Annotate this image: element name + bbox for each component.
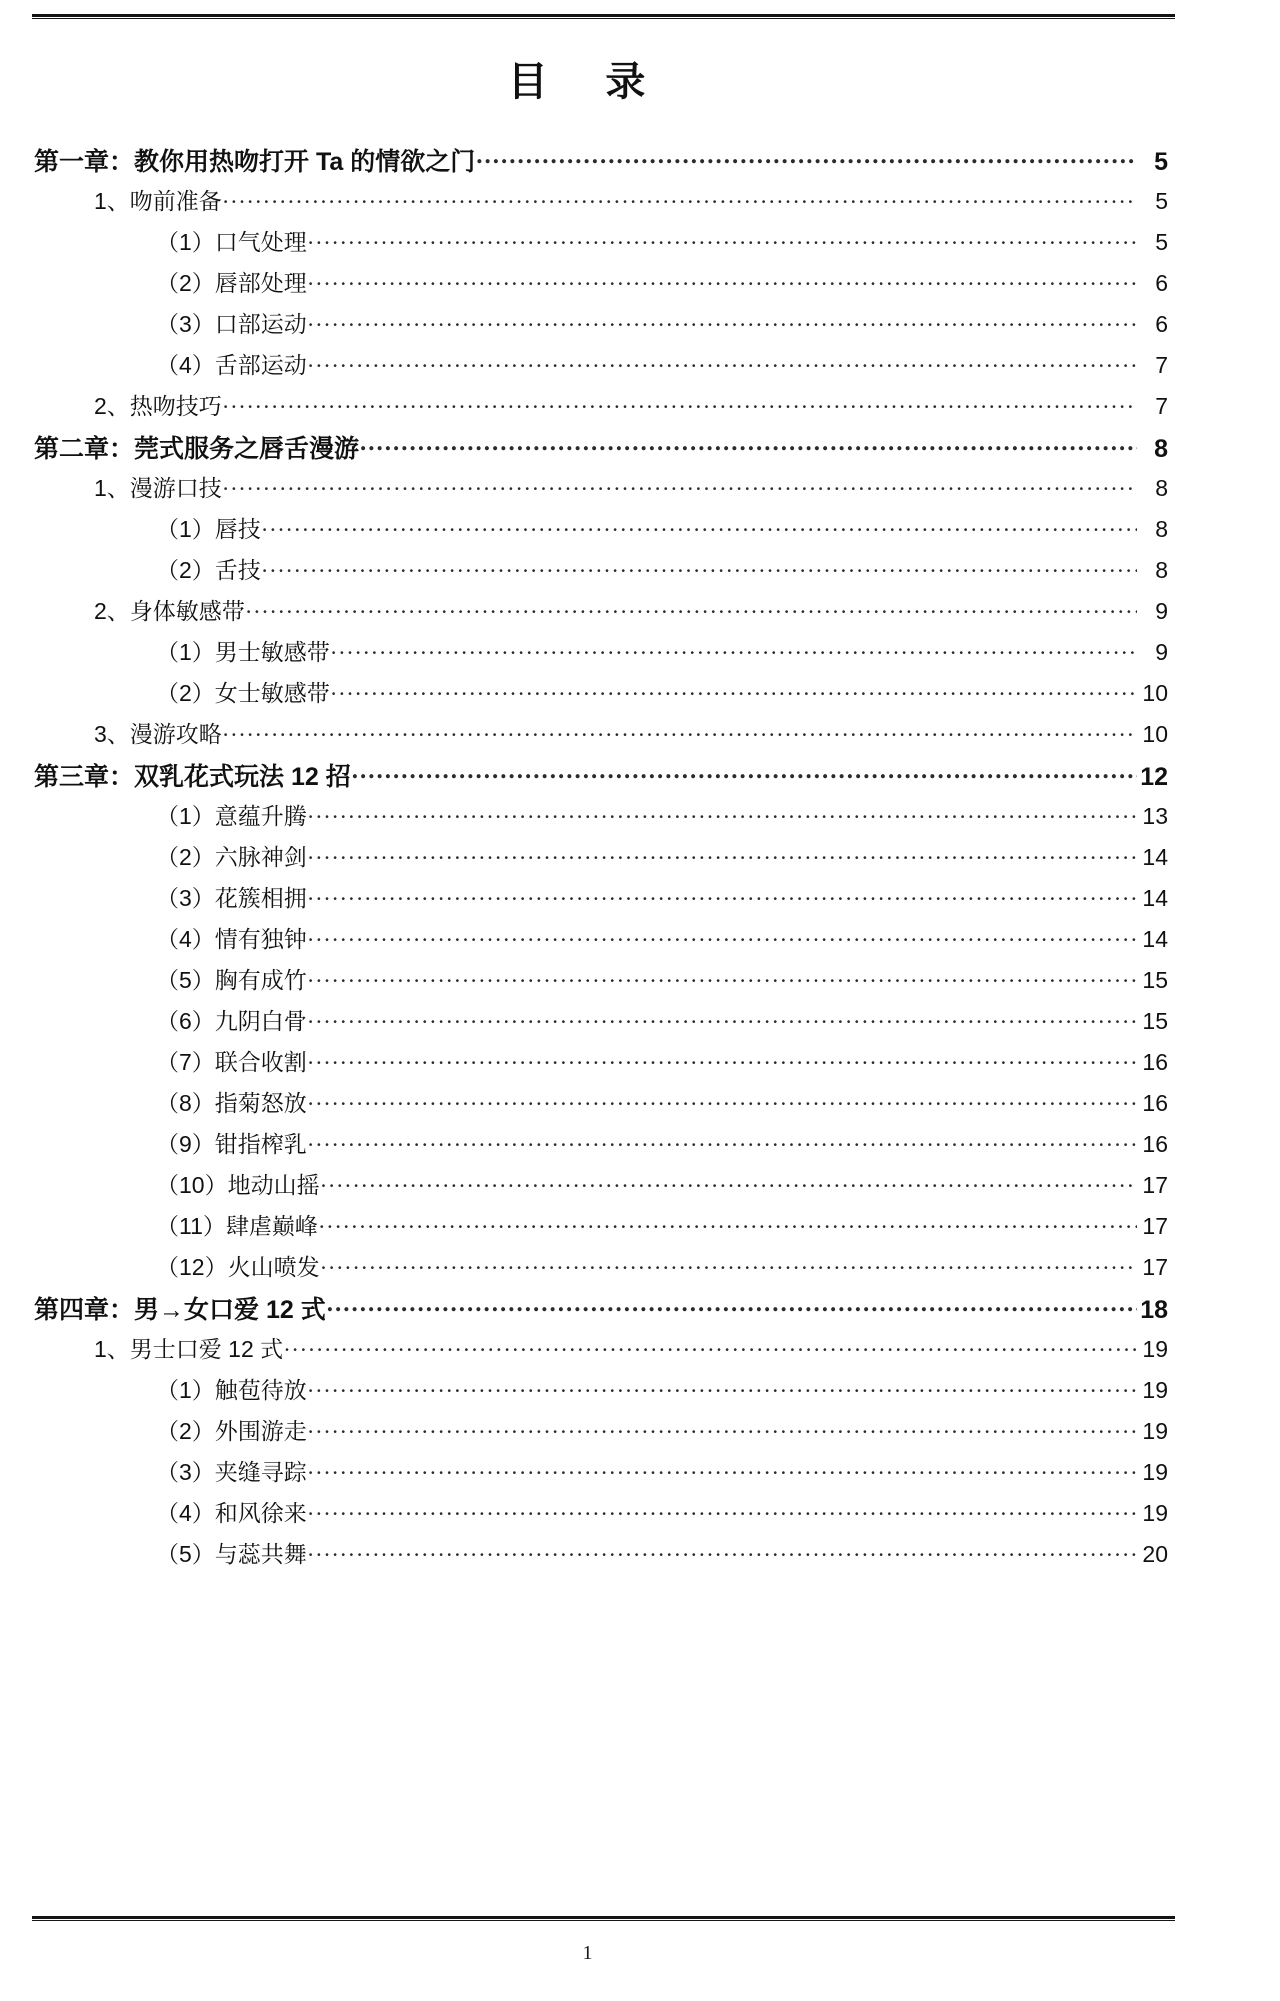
toc-entry[interactable] <box>0 306 1280 347</box>
toc-entry-label: （5）胸有成竹 <box>156 967 307 993</box>
toc-entry-label: （7）联合收割 <box>156 1049 307 1075</box>
toc-entry[interactable] <box>0 552 1280 593</box>
toc-entry-page-number: 8 <box>1155 557 1168 583</box>
toc-entry-page-number: 10 <box>1142 680 1168 706</box>
toc-entry-page-number: 14 <box>1142 844 1168 870</box>
toc-entry[interactable] <box>0 1003 1280 1044</box>
footer-rule <box>32 1916 1175 1921</box>
toc-entry-label: （3）花簇相拥 <box>156 885 307 911</box>
toc-entry[interactable] <box>0 265 1280 306</box>
toc-entry-page-number: 16 <box>1142 1131 1168 1157</box>
toc-entry-label: （9）钳指榨乳 <box>156 1131 307 1157</box>
toc-leader-dots <box>308 845 1137 868</box>
toc-entry-label: （6）九阴白骨 <box>156 1008 307 1034</box>
toc-entry-label: 1、男士口爱 12 式 <box>94 1336 284 1362</box>
toc-entry-label: （2）女士敏感带 <box>156 680 330 706</box>
table-of-contents <box>0 142 1280 1577</box>
toc-entry-label: （1）意蕴升腾 <box>156 803 307 829</box>
toc-entry-page-number: 5 <box>1155 188 1168 214</box>
toc-entry[interactable] <box>0 142 1280 183</box>
toc-entry[interactable] <box>0 798 1280 839</box>
toc-entry-page-number: 10 <box>1142 721 1168 747</box>
toc-entry-page-number: 15 <box>1142 1008 1168 1034</box>
toc-leader-dots <box>308 804 1137 827</box>
toc-entry-page-number: 18 <box>1140 1296 1168 1324</box>
toc-entry-page-number: 7 <box>1155 393 1168 419</box>
toc-leader-dots <box>331 681 1137 704</box>
toc-entry-page-number: 7 <box>1155 352 1168 378</box>
toc-entry[interactable] <box>0 757 1280 798</box>
toc-entry[interactable] <box>0 183 1280 224</box>
toc-entry[interactable] <box>0 1126 1280 1167</box>
toc-entry-label: （2）六脉神剑 <box>156 844 307 870</box>
toc-leader-dots <box>360 436 1137 461</box>
toc-entry-label: 第一章：教你用热吻打开 Ta 的情欲之门 <box>34 148 476 176</box>
toc-entry[interactable] <box>0 1372 1280 1413</box>
toc-entry[interactable] <box>0 1085 1280 1126</box>
toc-leader-dots <box>223 394 1137 417</box>
toc-entry-page-number: 6 <box>1155 311 1168 337</box>
toc-entry-label: （1）口气处理 <box>156 229 307 255</box>
toc-leader-dots <box>308 968 1137 991</box>
toc-leader-dots <box>308 230 1137 253</box>
toc-entry[interactable] <box>0 1167 1280 1208</box>
toc-entry-page-number: 9 <box>1155 639 1168 665</box>
toc-entry-label: （3）口部运动 <box>156 311 307 337</box>
toc-entry[interactable] <box>0 716 1280 757</box>
toc-entry-label: （12）火山喷发 <box>156 1254 320 1280</box>
toc-entry-page-number: 19 <box>1142 1377 1168 1403</box>
toc-entry[interactable] <box>0 347 1280 388</box>
toc-entry-page-number: 14 <box>1142 885 1168 911</box>
toc-leader-dots <box>308 1419 1137 1442</box>
toc-entry-page-number: 17 <box>1142 1213 1168 1239</box>
toc-leader-dots <box>476 149 1137 174</box>
toc-entry-label: （1）男士敏感带 <box>156 639 330 665</box>
toc-entry-label: （4）情有独钟 <box>156 926 307 952</box>
toc-entry-label: 1、吻前准备 <box>94 188 222 214</box>
toc-entry-page-number: 20 <box>1142 1541 1168 1567</box>
toc-entry[interactable] <box>0 1290 1280 1331</box>
toc-entry-label: 1、漫游口技 <box>94 475 222 501</box>
toc-leader-dots <box>352 764 1137 789</box>
toc-leader-dots <box>331 640 1137 663</box>
toc-entry[interactable] <box>0 1044 1280 1085</box>
toc-entry-page-number: 19 <box>1142 1418 1168 1444</box>
toc-entry-label: （1）触苞待放 <box>156 1377 307 1403</box>
toc-leader-dots <box>308 312 1137 335</box>
toc-entry-page-number: 16 <box>1142 1049 1168 1075</box>
toc-entry-label: 第四章：男→女口爱 12 式 <box>34 1296 326 1324</box>
toc-entry-page-number: 9 <box>1155 598 1168 624</box>
toc-leader-dots <box>321 1173 1137 1196</box>
toc-entry-label: （3）夹缝寻踪 <box>156 1459 307 1485</box>
toc-leader-dots <box>308 1501 1137 1524</box>
toc-entry[interactable] <box>0 1495 1280 1536</box>
toc-leader-dots <box>308 886 1137 909</box>
header-rule <box>32 14 1175 19</box>
toc-entry-page-number: 15 <box>1142 967 1168 993</box>
toc-entry-label: 3、漫游攻略 <box>94 721 222 747</box>
toc-entry-label: 第三章：双乳花式玩法 12 招 <box>34 763 351 791</box>
toc-entry[interactable] <box>0 1454 1280 1495</box>
toc-entry-page-number: 8 <box>1154 435 1168 463</box>
toc-entry-label: 2、热吻技巧 <box>94 393 222 419</box>
toc-entry-page-number: 16 <box>1142 1090 1168 1116</box>
toc-entry-page-number: 13 <box>1142 803 1168 829</box>
toc-entry-label: 第二章：莞式服务之唇舌漫游 <box>34 435 360 463</box>
footer-page-number: 1 <box>582 1942 593 1964</box>
toc-entry[interactable] <box>0 224 1280 265</box>
toc-entry-page-number: 19 <box>1142 1336 1168 1362</box>
toc-leader-dots <box>284 1337 1137 1360</box>
toc-entry-label: （1）唇技 <box>156 516 261 542</box>
toc-entry-page-number: 8 <box>1155 475 1168 501</box>
toc-leader-dots <box>308 1542 1137 1565</box>
toc-entry[interactable] <box>0 1249 1280 1290</box>
toc-entry[interactable] <box>0 1536 1280 1577</box>
toc-entry-label: （2）外围游走 <box>156 1418 307 1444</box>
toc-entry-page-number: 14 <box>1142 926 1168 952</box>
toc-leader-dots <box>246 599 1137 622</box>
toc-leader-dots <box>321 1255 1137 1278</box>
toc-entry[interactable] <box>0 921 1280 962</box>
toc-entry[interactable] <box>0 470 1280 511</box>
toc-entry[interactable] <box>0 1331 1280 1372</box>
toc-entry[interactable] <box>0 880 1280 921</box>
toc-leader-dots <box>308 1132 1137 1155</box>
toc-entry-label: （11）肆虐巅峰 <box>156 1213 318 1239</box>
toc-entry-page-number: 19 <box>1142 1459 1168 1485</box>
toc-leader-dots <box>308 1091 1137 1114</box>
toc-leader-dots <box>327 1297 1137 1322</box>
toc-entry-page-number: 17 <box>1142 1172 1168 1198</box>
toc-entry-label: （8）指菊怒放 <box>156 1090 307 1116</box>
toc-entry[interactable] <box>0 839 1280 880</box>
page-title: 目 录 <box>507 60 655 104</box>
toc-entry-page-number: 5 <box>1154 148 1168 176</box>
toc-entry[interactable] <box>0 511 1280 552</box>
toc-leader-dots <box>308 1460 1137 1483</box>
toc-leader-dots <box>308 271 1137 294</box>
toc-leader-dots <box>308 353 1137 376</box>
toc-leader-dots <box>262 558 1137 581</box>
toc-entry[interactable] <box>0 1208 1280 1249</box>
toc-entry-page-number: 12 <box>1140 763 1168 791</box>
toc-entry-label: （4）和风徐来 <box>156 1500 307 1526</box>
toc-entry[interactable] <box>0 1413 1280 1454</box>
toc-entry-label: （2）唇部处理 <box>156 270 307 296</box>
toc-entry-label: （10）地动山摇 <box>156 1172 320 1198</box>
toc-leader-dots <box>319 1214 1137 1237</box>
toc-entry-page-number: 6 <box>1155 270 1168 296</box>
toc-entry[interactable] <box>0 388 1280 429</box>
toc-entry[interactable] <box>0 962 1280 1003</box>
toc-entry-page-number: 8 <box>1155 516 1168 542</box>
toc-entry[interactable] <box>0 675 1280 716</box>
toc-entry[interactable] <box>0 429 1280 470</box>
toc-leader-dots <box>308 927 1137 950</box>
toc-entry[interactable] <box>0 634 1280 675</box>
toc-leader-dots <box>223 476 1137 499</box>
toc-leader-dots <box>308 1050 1137 1073</box>
toc-leader-dots <box>308 1378 1137 1401</box>
toc-entry-page-number: 5 <box>1155 229 1168 255</box>
toc-entry[interactable] <box>0 593 1280 634</box>
toc-leader-dots <box>223 722 1137 745</box>
toc-entry-page-number: 17 <box>1142 1254 1168 1280</box>
toc-leader-dots <box>308 1009 1137 1032</box>
toc-entry-label: （2）舌技 <box>156 557 261 583</box>
toc-entry-label: （4）舌部运动 <box>156 352 307 378</box>
toc-entry-page-number: 19 <box>1142 1500 1168 1526</box>
toc-entry-label: 2、身体敏感带 <box>94 598 245 624</box>
toc-leader-dots <box>262 517 1137 540</box>
toc-entry-label: （5）与蕊共舞 <box>156 1541 307 1567</box>
toc-leader-dots <box>223 189 1137 212</box>
